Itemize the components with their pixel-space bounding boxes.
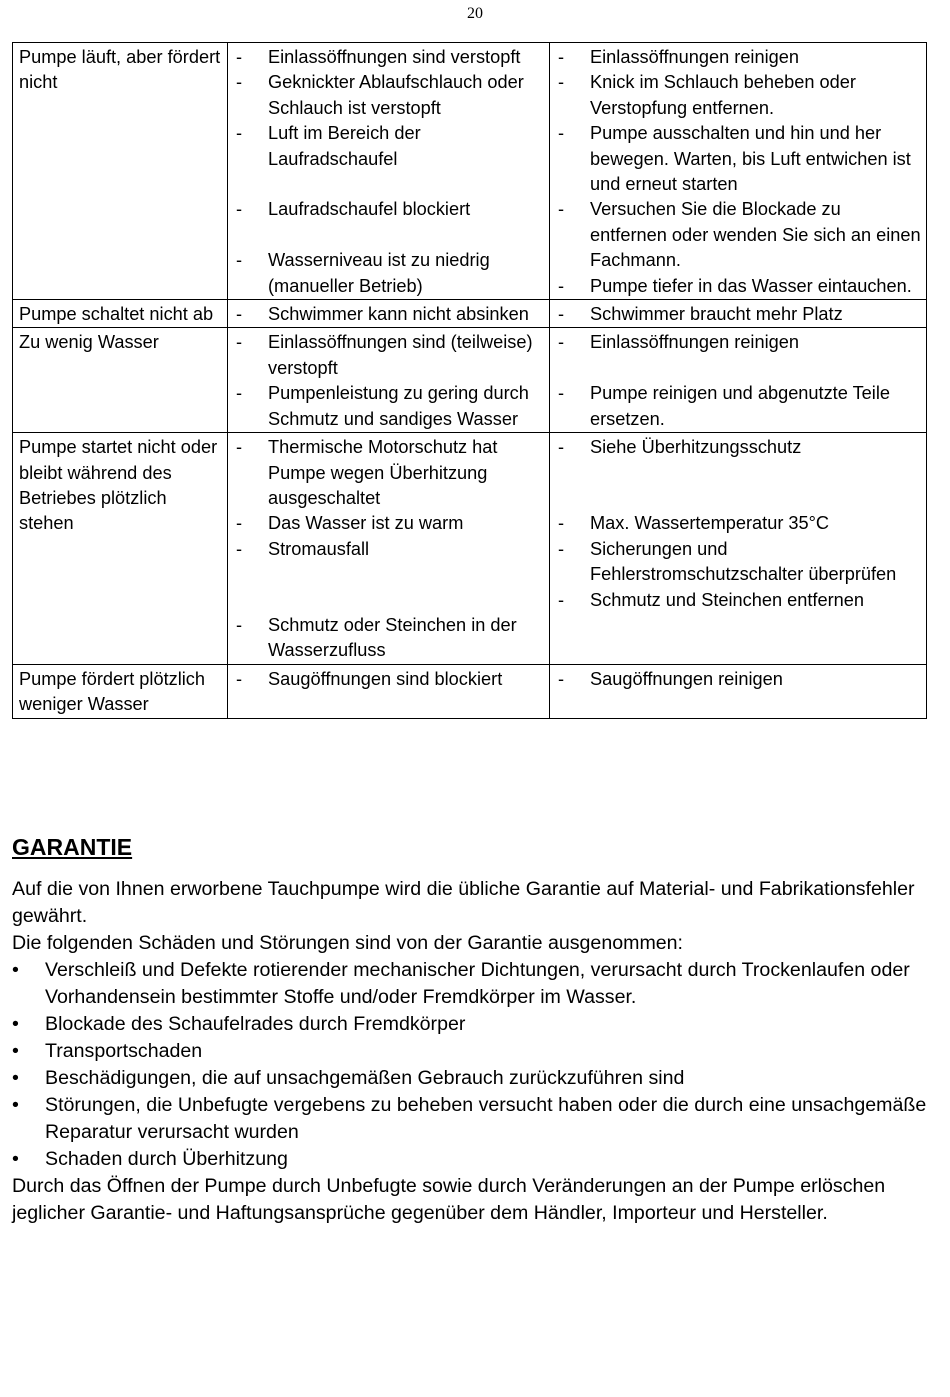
solution-text: Versuchen Sie die Blockade zu entfernen oder wenden Sie sich an einen Fachmann.: [590, 199, 921, 271]
bullet-marker: •: [12, 1094, 19, 1116]
cause-item: [234, 511, 545, 536]
cause-item: [234, 537, 545, 562]
cause-item: [234, 248, 545, 299]
dash-marker: -: [558, 538, 565, 559]
dash-marker: -: [236, 538, 243, 559]
dash-marker: -: [558, 304, 565, 325]
dash-marker: -: [236, 72, 243, 93]
cause-text: Thermische Motorschutz hat Pumpe wegen Überhitzung ausgeschaltet: [268, 437, 498, 508]
solution-item: [556, 121, 922, 197]
guarantee-closing: Durch das Öffnen der Pumpe durch Unbefugte sowie durch Veränderungen an der Pumpe erlöschen jeglicher Garantie- und Haftungsansprüche gegenüber dem Händler, Importeur und Hersteller.: [12, 1175, 886, 1224]
dash-marker: -: [558, 72, 565, 93]
dash-marker: -: [236, 332, 243, 353]
dash-marker: -: [558, 123, 565, 144]
solution-cell: [550, 664, 927, 718]
cause-item: [234, 70, 545, 121]
troubleshooting-table: [12, 42, 927, 719]
table-row: [13, 300, 927, 328]
table-row: [13, 664, 927, 718]
solution-text: Pumpe reinigen und abgenutzte Teile ersetzen.: [590, 383, 890, 429]
cause-item: [234, 197, 545, 222]
dash-marker: -: [558, 275, 565, 296]
solution-cell: [550, 433, 927, 665]
cause-item: [234, 121, 545, 172]
cause-text: Schwimmer kann nicht absinken: [268, 304, 529, 325]
cause-text: Luft im Bereich der Laufradschaufel: [268, 123, 421, 169]
dash-marker: -: [236, 513, 243, 534]
cause-text: Das Wasser ist zu warm: [268, 513, 464, 534]
dash-marker: -: [558, 199, 565, 220]
cause-text: Stromausfall: [268, 538, 370, 559]
list-item: [12, 957, 932, 1011]
solution-item: [556, 381, 922, 432]
bullet-marker: •: [12, 1040, 19, 1062]
dash-marker: -: [558, 47, 565, 67]
list-item: [12, 1092, 932, 1146]
dash-marker: -: [558, 437, 565, 458]
cause-item: [234, 435, 545, 511]
problem-cell: Pumpe fördert plötzlich weniger Wasser: [13, 664, 228, 718]
solution-item: [556, 330, 922, 355]
dash-marker: -: [236, 123, 243, 144]
cause-cell: [228, 43, 550, 300]
solution-item: [556, 588, 922, 613]
list-item-text: Transportschaden: [45, 1040, 203, 1062]
cause-item: [234, 381, 545, 432]
problem-cell: Pumpe läuft, aber fördert nicht: [13, 43, 228, 300]
list-item-text: Blockade des Schaufelrades durch Fremdkörper: [45, 1013, 466, 1035]
list-item: [12, 1011, 932, 1038]
bullet-marker: •: [12, 1013, 19, 1035]
solution-item: [556, 45, 922, 70]
table-row: [13, 328, 927, 433]
page-number: 20: [467, 5, 483, 22]
cause-item: [234, 302, 545, 327]
guarantee-section: [12, 832, 932, 1227]
dash-marker: -: [558, 383, 565, 404]
solution-item: [556, 302, 922, 327]
list-item-text: Verschleiß und Defekte rotierender mechanischer Dichtungen, verursacht durch Trockenlaufen oder Vorhandensein bestimmter Stoffe und/oder Fremdkörper im Wasser.: [45, 959, 910, 1008]
solution-text: Pumpe tiefer in das Wasser eintauchen.: [590, 275, 912, 296]
dash-marker: -: [236, 383, 243, 404]
list-item: [12, 1065, 932, 1092]
table-row: [13, 43, 927, 300]
cause-text: Schmutz oder Steinchen in der Wasserzufluss: [268, 614, 517, 661]
guarantee-exclusions-list: [12, 957, 932, 1173]
cause-cell: [228, 300, 550, 328]
cause-text: Einlassöffnungen sind (teilweise) verstopft: [268, 332, 533, 378]
solution-item: [556, 274, 922, 299]
solution-item: [556, 667, 922, 692]
solution-text: Pumpe ausschalten und hin und her bewegen. Warten, bis Luft entwichen ist und erneut starten: [590, 123, 911, 195]
dash-marker: -: [558, 589, 565, 610]
solution-item: [556, 511, 922, 536]
problem-cell: Zu wenig Wasser: [13, 328, 228, 433]
cause-text: Einlassöffnungen sind verstopft: [268, 47, 521, 67]
dash-marker: -: [236, 437, 243, 458]
cause-item: [234, 667, 545, 692]
dash-marker: -: [558, 332, 565, 353]
solution-text: Siehe Überhitzungsschutz: [590, 437, 802, 458]
solution-text: Knick im Schlauch beheben oder Verstopfung entfernen.: [590, 72, 856, 118]
solution-item: [556, 435, 922, 460]
solution-text: Max. Wassertemperatur 35°C: [590, 513, 830, 534]
solution-text: Einlassöffnungen reinigen: [590, 47, 799, 67]
dash-marker: -: [236, 47, 243, 67]
solution-cell: [550, 328, 927, 433]
table-row: [13, 433, 927, 665]
cause-item: [234, 45, 545, 70]
cause-text: Pumpenleistung zu gering durch Schmutz und sandiges Wasser: [268, 383, 529, 429]
bullet-marker: •: [12, 1067, 19, 1089]
dash-marker: -: [236, 614, 243, 635]
list-item-text: Beschädigungen, die auf unsachgemäßen Gebrauch zurückzuführen sind: [45, 1067, 685, 1089]
guarantee-exclusions-intro: Die folgenden Schäden und Störungen sind von der Garantie ausgenommen:: [12, 932, 683, 954]
cause-cell: [228, 433, 550, 665]
dash-marker: -: [236, 668, 243, 689]
dash-marker: -: [236, 199, 243, 220]
guarantee-intro: Auf die von Ihnen erworbene Tauchpumpe wird die übliche Garantie auf Material- und Fabrikationsfehler gewährt.: [12, 878, 915, 927]
solution-text: Saugöffnungen reinigen: [590, 668, 783, 689]
cause-text: Geknickter Ablaufschlauch oder Schlauch ist verstopft: [268, 72, 524, 118]
solution-text: Einlassöffnungen reinigen: [590, 332, 799, 353]
bullet-marker: •: [12, 1148, 19, 1170]
list-item: [12, 1146, 932, 1173]
solution-item: [556, 70, 922, 121]
dash-marker: -: [236, 304, 243, 325]
guarantee-heading: GARANTIE: [12, 834, 133, 860]
cause-cell: [228, 664, 550, 718]
cause-text: Saugöffnungen sind blockiert: [268, 668, 503, 689]
dash-marker: -: [236, 250, 243, 271]
solution-text: Schmutz und Steinchen entfernen: [590, 589, 865, 610]
cause-cell: [228, 328, 550, 433]
list-item-text: Störungen, die Unbefugte vergebens zu beheben versucht haben oder die durch eine unsachgemäße Reparatur verursacht wurden: [45, 1094, 927, 1143]
cause-item: [234, 330, 545, 381]
list-item: [12, 1038, 932, 1065]
cause-item: [234, 613, 545, 664]
solution-item: [556, 537, 922, 588]
list-item-text: Schaden durch Überhitzung: [45, 1148, 288, 1170]
bullet-marker: •: [12, 959, 19, 981]
cause-text: Wasserniveau ist zu niedrig (manueller Betrieb): [268, 250, 490, 296]
dash-marker: -: [558, 513, 565, 534]
solution-text: Schwimmer braucht mehr Platz: [590, 304, 843, 325]
cause-text: Laufradschaufel blockiert: [268, 199, 471, 220]
solution-cell: [550, 43, 927, 300]
problem-cell: Pumpe schaltet nicht ab: [13, 300, 228, 328]
dash-marker: -: [558, 668, 565, 689]
solution-cell: [550, 300, 927, 328]
solution-item: [556, 197, 922, 273]
solution-text: Sicherungen und Fehlerstromschutzschalter überprüfen: [590, 538, 897, 585]
problem-cell: Pumpe startet nicht oder bleibt während des Betriebes plötzlich stehen: [13, 433, 228, 665]
